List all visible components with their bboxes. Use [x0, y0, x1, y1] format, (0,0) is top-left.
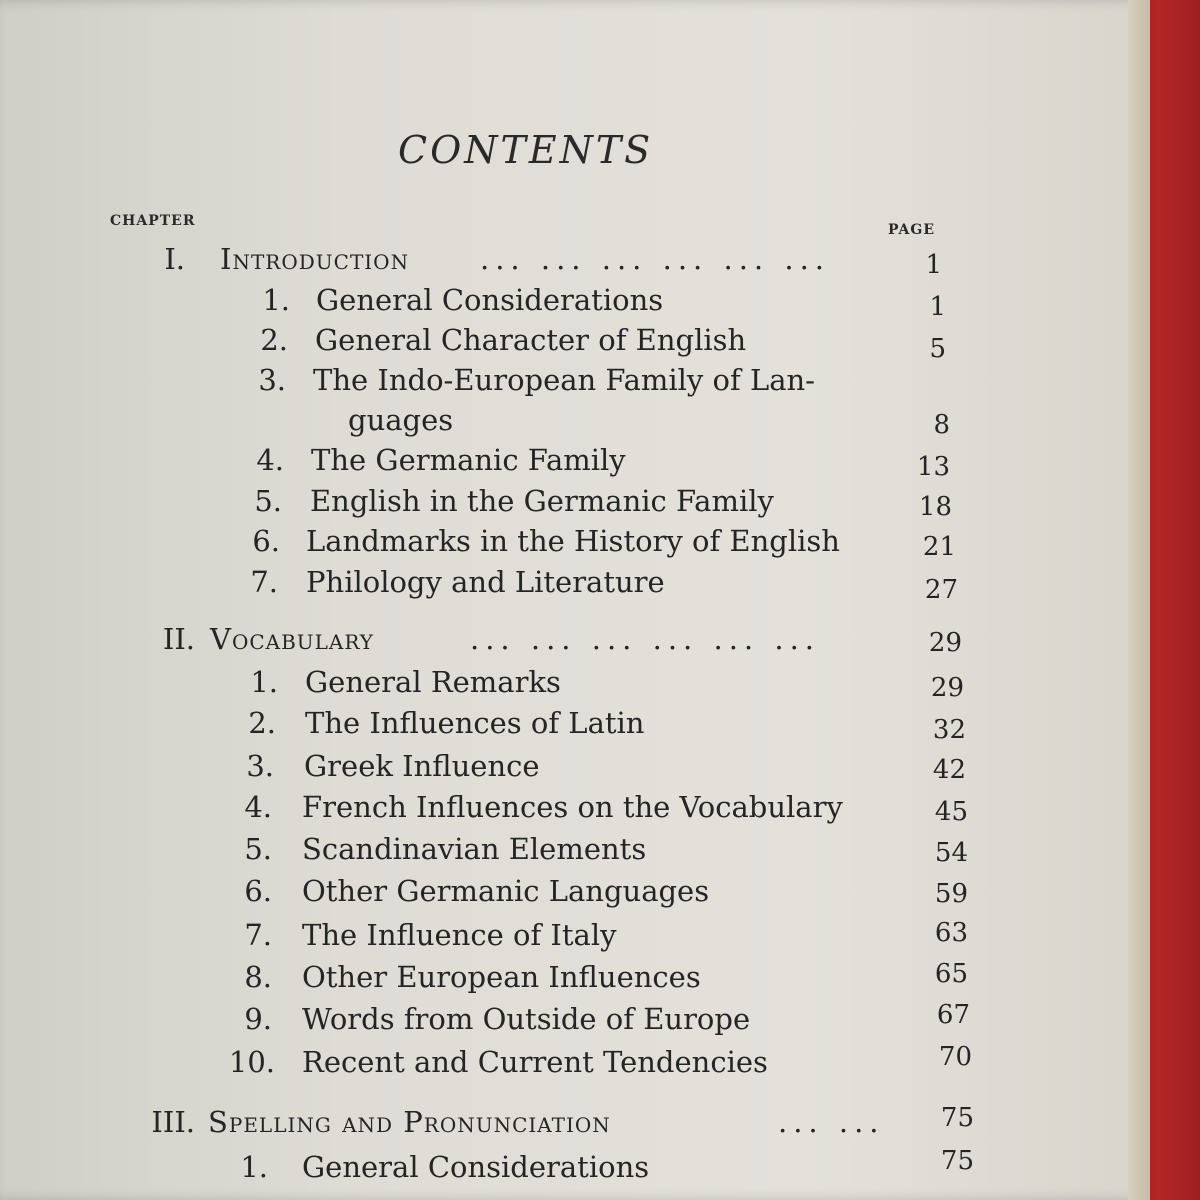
section-number: 8.: [244, 960, 272, 994]
section-page: 45: [934, 797, 968, 827]
chapter-numeral: II.: [162, 622, 195, 656]
section-title: French Influences on the Vocabulary: [302, 790, 843, 824]
section-page: 59: [934, 879, 968, 909]
chapter-page-3: 75: [940, 1103, 974, 1133]
dot-leader: ... ...: [778, 1105, 885, 1139]
section-page: 13: [916, 452, 950, 482]
section-title: Other Germanic Languages: [302, 874, 710, 908]
section-page: 75: [940, 1146, 974, 1176]
section-page: 21: [922, 532, 956, 562]
section-page: 18: [918, 492, 952, 522]
section-page: 67: [936, 1000, 970, 1030]
section-number: 9.: [244, 1002, 272, 1036]
section-title: The Germanic Family: [311, 443, 626, 477]
section-number: 4.: [256, 443, 284, 477]
section-number: 7.: [250, 565, 278, 599]
section-title: The Influence of Italy: [302, 918, 617, 952]
chapter-column-label: CHAPTER: [110, 213, 196, 229]
section-number: 2.: [248, 706, 276, 740]
section-number: 5.: [244, 832, 272, 866]
section-page: 42: [932, 755, 966, 785]
page-edge: [1128, 0, 1150, 1200]
section-title: General Considerations: [316, 283, 664, 317]
page-title: CONTENTS: [398, 128, 654, 172]
section-number: 3.: [258, 363, 286, 397]
page-column-label: PAGE: [888, 222, 935, 238]
section-page: 8: [933, 410, 950, 440]
section-page: 65: [934, 959, 968, 989]
section-number: 3.: [246, 749, 274, 783]
section-number: 10.: [228, 1045, 275, 1079]
section-number: 7.: [244, 918, 272, 952]
chapter-page-1: 1: [925, 250, 942, 280]
section-page: 63: [934, 918, 968, 948]
section-title: The Indo-European Family of Lan-: [313, 363, 815, 397]
section-title: Philology and Literature: [306, 565, 665, 599]
section-number: 6.: [252, 524, 280, 558]
section-number: 2.: [260, 323, 288, 357]
section-page: 32: [932, 715, 966, 745]
section-title: Other European Influences: [302, 960, 701, 994]
section-page: 54: [934, 838, 968, 868]
section-page: 29: [930, 673, 964, 703]
section-title: The Influences of Latin: [305, 706, 645, 740]
chapter-title: Spelling and Pronunciation: [208, 1105, 611, 1139]
section-number: 4.: [244, 790, 272, 824]
section-number: 1.: [240, 1150, 268, 1184]
section-page: 27: [924, 575, 958, 605]
dot-leader: ... ... ... ... ... ...: [470, 622, 821, 656]
section-number: 6.: [244, 874, 272, 908]
chapter-numeral: III.: [151, 1105, 195, 1139]
section-page: 5: [929, 334, 946, 364]
section-title-continuation: guages: [348, 403, 454, 437]
chapter-numeral: I.: [164, 242, 185, 276]
section-title: Words from Outside of Europe: [302, 1002, 751, 1036]
chapter-title: Introduction: [220, 242, 410, 276]
section-number: 1.: [262, 283, 290, 317]
section-title: English in the Germanic Family: [310, 484, 774, 518]
section-number: 5.: [254, 484, 282, 518]
section-title: Landmarks in the History of English: [306, 524, 840, 558]
section-number: 1.: [250, 665, 278, 699]
dot-leader: ... ... ... ... ... ...: [480, 242, 831, 276]
section-title: General Character of English: [315, 323, 747, 357]
chapter-page-2: 29: [928, 628, 962, 658]
section-page: 70: [938, 1042, 972, 1072]
section-title: General Remarks: [305, 665, 561, 699]
chapter-title: Vocabulary: [210, 622, 375, 656]
section-title: General Considerations: [302, 1150, 650, 1184]
section-page: 1: [929, 292, 946, 322]
section-title: Greek Influence: [304, 749, 540, 783]
section-title: Scandinavian Elements: [302, 832, 647, 866]
section-title: Recent and Current Tendencies: [302, 1045, 768, 1079]
